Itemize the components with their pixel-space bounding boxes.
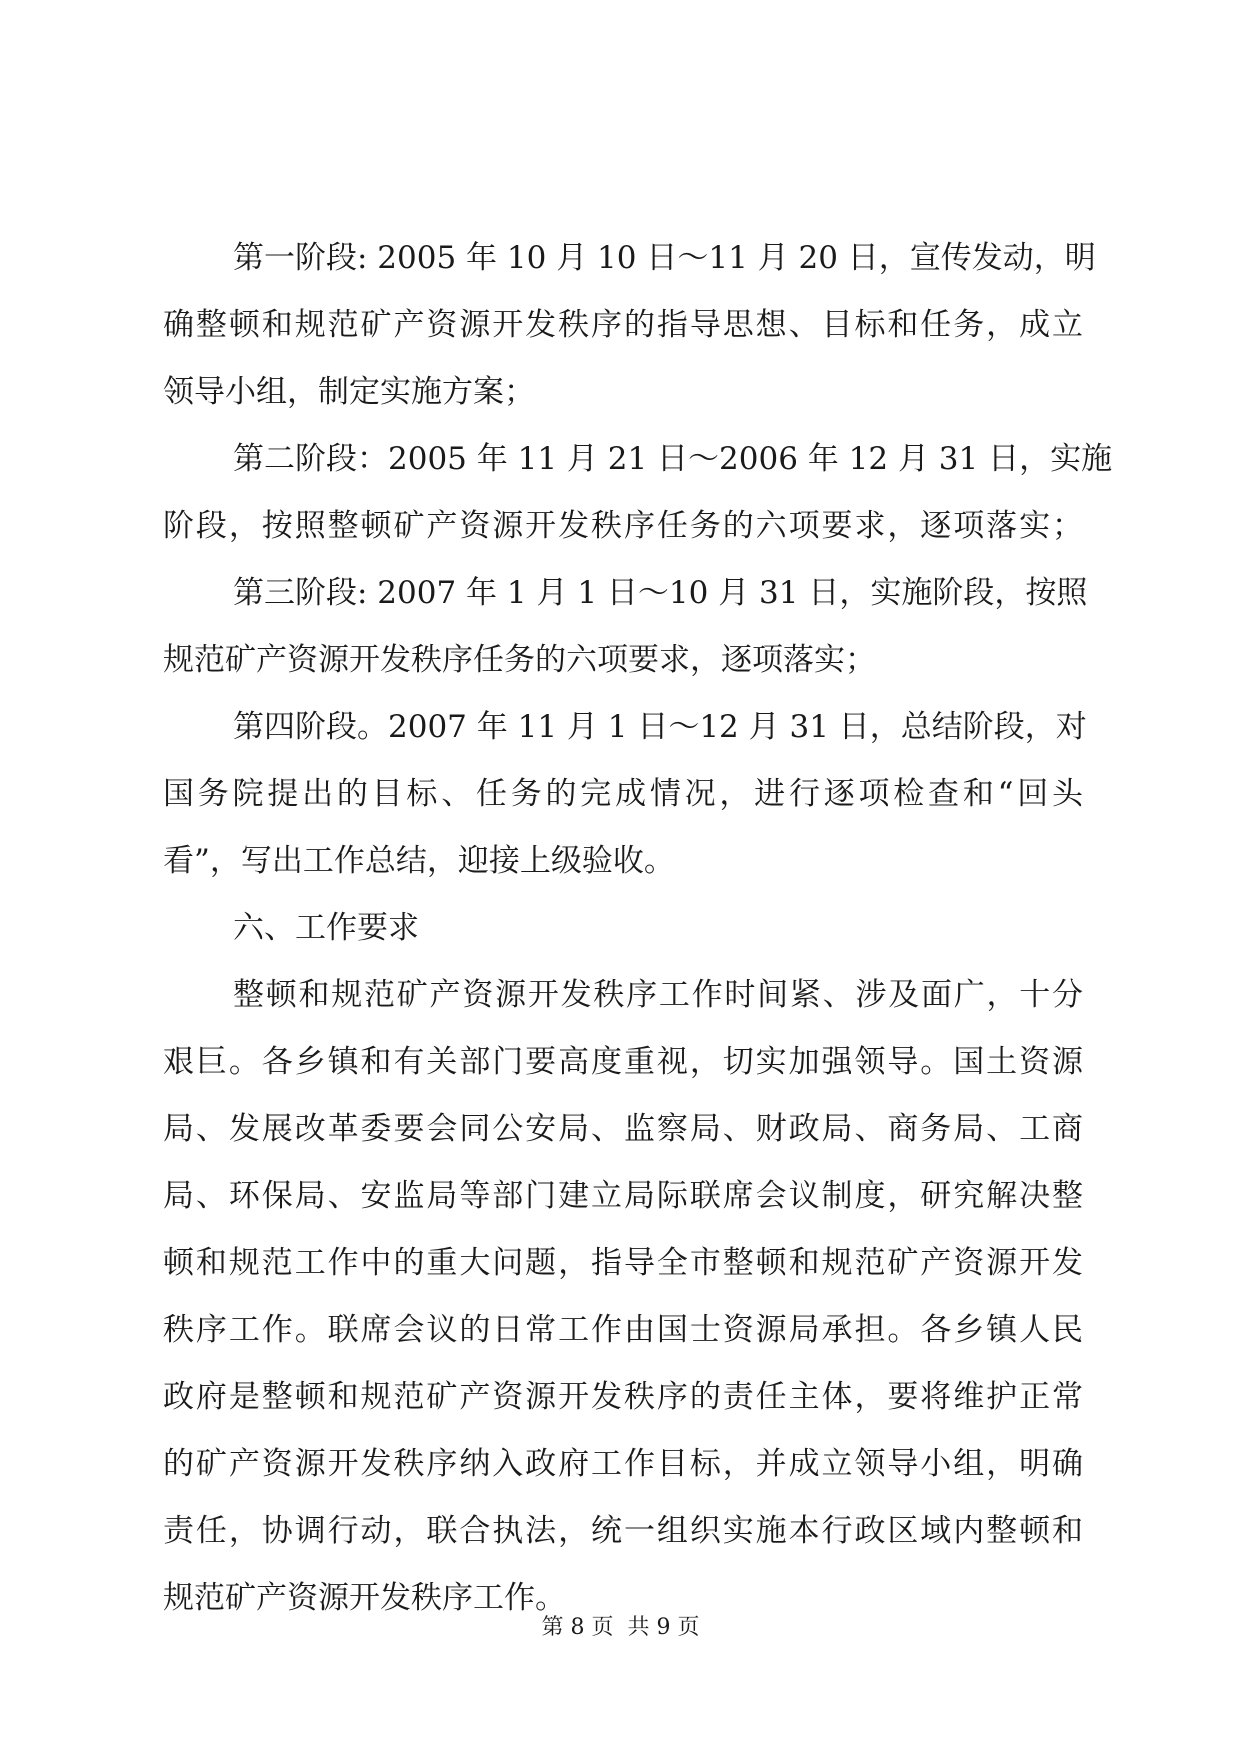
paragraph-line: 第一阶段: 2005 年 10 月 10 日～11 月 20 日，宣传发动，明 bbox=[233, 240, 1096, 276]
page-number: 第 8 页 共 9 页 bbox=[541, 1615, 700, 1640]
paragraph-line: 局、发展改革委要会同公安局、监察局、财政局、商务局、工商 bbox=[163, 1111, 1083, 1147]
paragraph-line: 顿和规范工作中的重大问题，指导全市整顿和规范矿产资源开发 bbox=[163, 1245, 1083, 1281]
section-heading: 六、工作要求 bbox=[233, 910, 419, 946]
paragraph-line: 局、环保局、安监局等部门建立局际联席会议制度，研究解决整 bbox=[163, 1178, 1083, 1214]
paragraph-line: 国务院提出的目标、任务的完成情况，进行逐项检查和“回头 bbox=[163, 776, 1083, 812]
document-body bbox=[163, 225, 1113, 1632]
paragraph-line: 确整顿和规范矿产资源开发秩序的指导思想、目标和任务，成立 bbox=[163, 307, 1083, 343]
paragraph-line: 艰巨。各乡镇和有关部门要高度重视，切实加强领导。国土资源 bbox=[163, 1044, 1083, 1080]
paragraph-line: 第四阶段。2007 年 11 月 1 日～12 月 31 日，总结阶段，对 bbox=[233, 709, 1087, 745]
paragraph-line: 看”，写出工作总结，迎接上级验收。 bbox=[163, 843, 675, 879]
paragraph-line: 第三阶段: 2007 年 1 月 1 日～10 月 31 日，实施阶段，按照 bbox=[233, 575, 1088, 611]
paragraph-line: 秩序工作。联席会议的日常工作由国士资源局承担。各乡镇人民 bbox=[163, 1312, 1083, 1348]
page-footer bbox=[0, 1613, 1241, 1643]
paragraph-line: 规范矿产资源开发秩序工作。 bbox=[163, 1580, 566, 1616]
paragraph-line: 第二阶段：2005 年 11 月 21 日～2006 年 12 月 31 日，实施 bbox=[233, 441, 1113, 477]
paragraph-line: 阶段，按照整顿矿产资源开发秩序任务的六项要求，逐项落实； bbox=[163, 508, 1083, 544]
paragraph-line: 的矿产资源开发秩序纳入政府工作目标，并成立领导小组，明确 bbox=[163, 1446, 1083, 1482]
paragraph-line: 政府是整顿和规范矿产资源开发秩序的责任主体，要将维护正常 bbox=[163, 1379, 1083, 1415]
paragraph-line: 领导小组，制定实施方案； bbox=[163, 374, 535, 410]
paragraph-line: 责任，协调行动，联合执法，统一组织实施本行政区域内整顿和 bbox=[163, 1513, 1083, 1549]
paragraph-line: 规范矿产资源开发秩序任务的六项要求，逐项落实； bbox=[163, 642, 876, 678]
paragraph-line: 整顿和规范矿产资源开发秩序工作时间紧、涉及面广，十分 bbox=[233, 977, 1083, 1013]
